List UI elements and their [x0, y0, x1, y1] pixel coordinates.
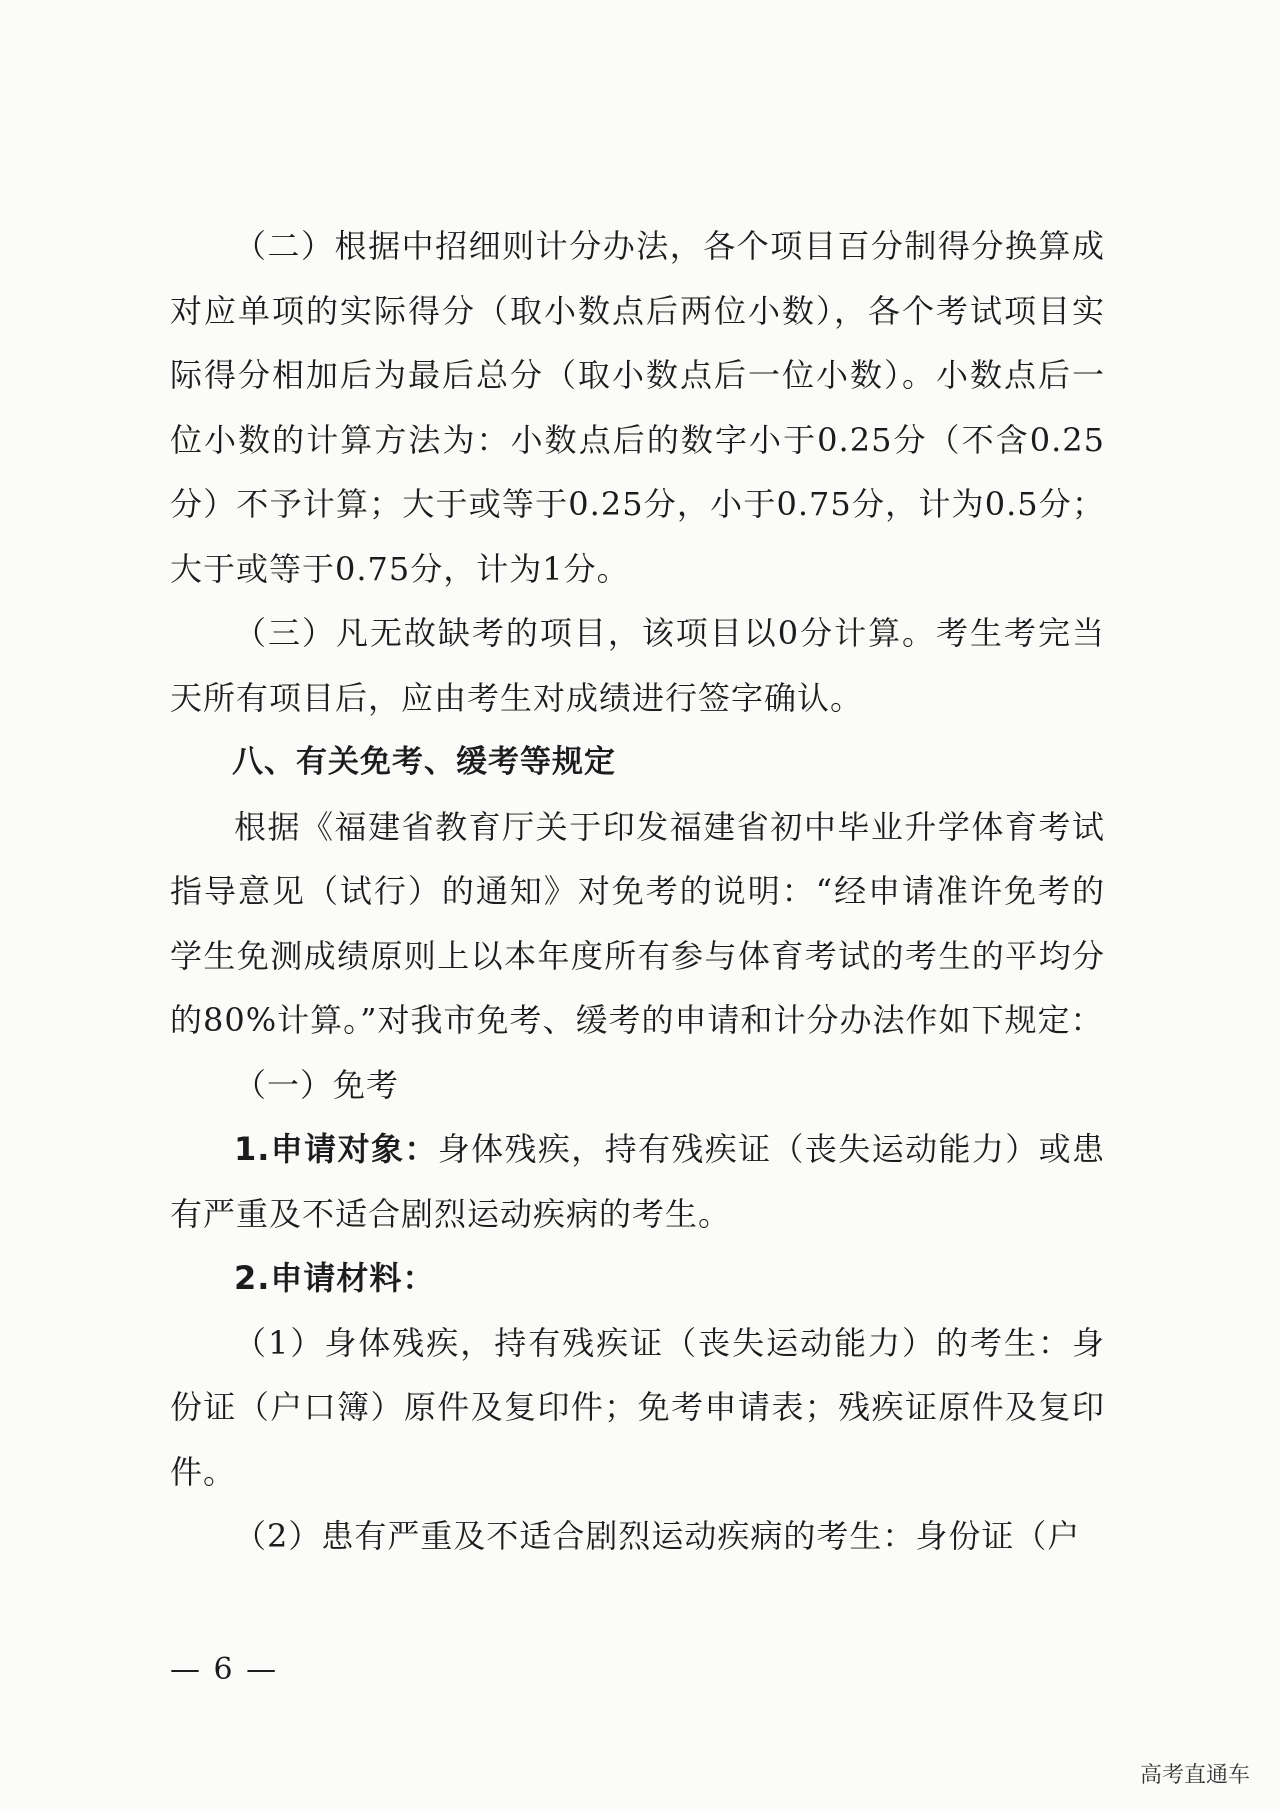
paragraph-scoring-method: （二）根据中招细则计分办法，各个项目百分制得分换算成对应单项的实际得分（取小数点后两位小数），各个考试项目实际得分相加后为最后总分（取小数点后一位小数）。小数点后一位小数的计算方法为：小数点后的数字小于0.25分（不含0.25分）不予计算；大于或等于0.25分，小于0.75分，计为0.5分；大于或等于0.75分，计为1分。 [170, 227, 1105, 588]
body-text [170, 214, 1105, 1569]
paragraph-exemption-basis: 根据《福建省教育厅关于印发福建省初中毕业升学体育考试指导意见（试行）的通知》对免考的说明：“经申请准许免考的学生免测成绩原则上以本年度所有参与体育考试的考生的平均分的80%计算。”对我市免考、缓考的申请和计分办法作如下规定： [170, 807, 1105, 1039]
section-heading-exemption: 八、有关免考、缓考等规定 [232, 744, 616, 780]
page-number: — 6 — [170, 1652, 279, 1687]
eligibility-label: 1.申请对象： [234, 1130, 438, 1168]
paragraph-materials-disability: （1）身体残疾，持有残疾证（丧失运动能力）的考生：身份证（户口簿）原件及复印件；免考申请表；残疾证原件及复印件。 [170, 1323, 1105, 1491]
paragraph-materials-label: 2.申请材料： [234, 1259, 436, 1297]
eligibility-text: 身体残疾，持有残疾证（丧失运动能力）或患有严重及不适合剧烈运动疾病的考生。 [170, 1130, 1105, 1233]
subheading-exemption: （一）免考 [234, 1065, 400, 1104]
paragraph-eligibility [170, 1117, 1105, 1246]
paragraph-materials-illness: （2）患有严重及不适合剧烈运动疾病的考生：身份证（户 [234, 1517, 1081, 1555]
watermark-text: 高考直通车 [1139, 1763, 1250, 1788]
paragraph-absence-rule: （三）凡无故缺考的项目，该项目以0分计算。考生考完当天所有项目后，应由考生对成绩进行签字确认。 [170, 614, 1105, 717]
